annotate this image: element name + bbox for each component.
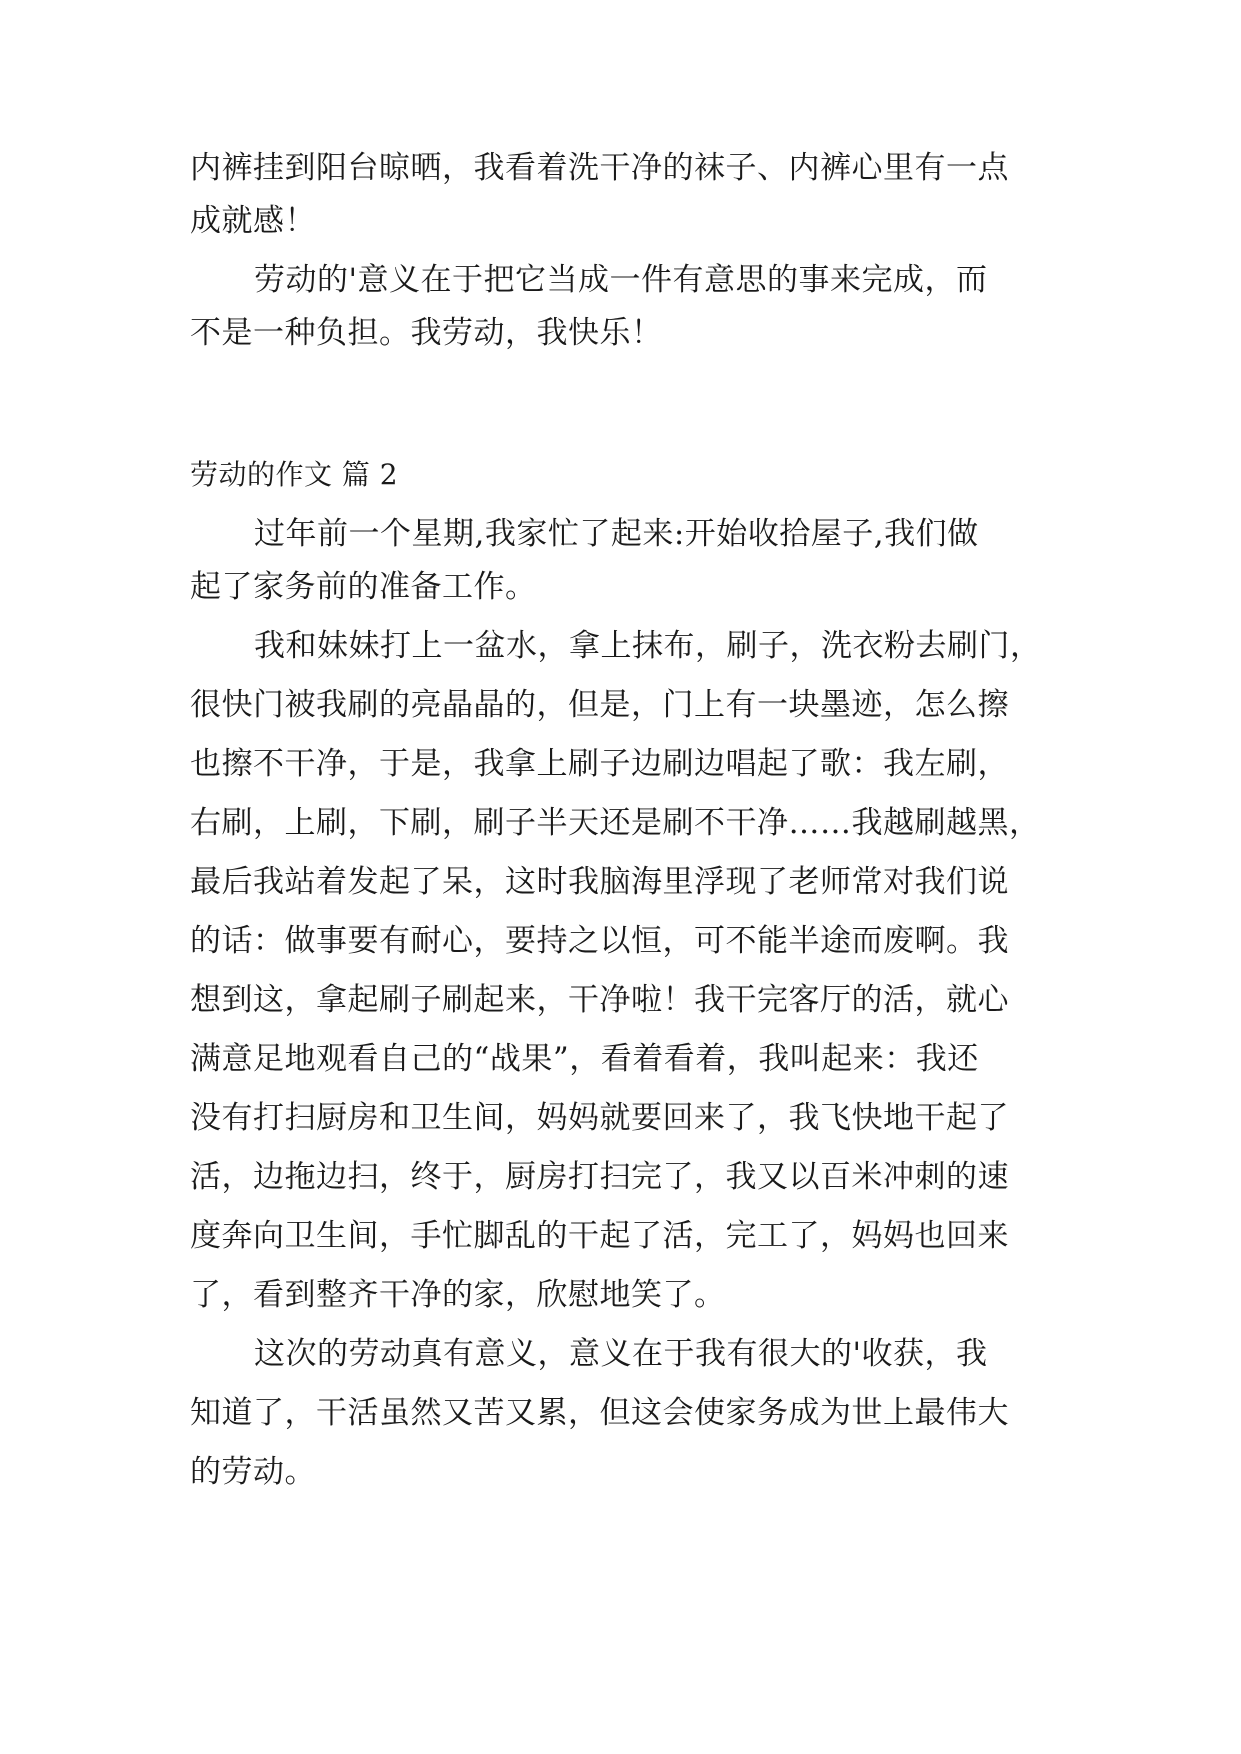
text-line: 也擦不干净，于是，我拿上刷子边刷边唱起了歌：我左刷， [190, 746, 1009, 782]
text-line: 没有打扫厨房和卫生间，妈妈就要回来了，我飞快地干起了 [190, 1100, 1009, 1136]
text-line: 了，看到整齐干净的家，欣慰地笑了。 [190, 1277, 726, 1313]
text-line: 最后我站着发起了呆，这时我脑海里浮现了老师常对我们说 [190, 864, 1009, 900]
text-line: 成就感！ [190, 203, 316, 239]
text-line: 很快门被我刷的亮晶晶的，但是，门上有一块墨迹，怎么擦 [190, 687, 1009, 723]
text-line: 的劳动。 [190, 1454, 316, 1490]
section-heading: 劳动的作文 篇 2 [190, 458, 399, 491]
text-line: 活，边拖边扫，终于，厨房打扫完了，我又以百米冲刺的速 [190, 1159, 1009, 1195]
paragraph-first-line: 这次的劳动真有意义，意义在于我有很大的'收获，我 [254, 1336, 988, 1372]
text-line: 起了家务前的准备工作。 [190, 569, 537, 605]
text-line: 满意足地观看自己的“战果”，看着看着，我叫起来：我还 [190, 1041, 979, 1077]
text-line: 不是一种负担。我劳动，我快乐！ [190, 315, 663, 351]
text-line: 内裤挂到阳台晾晒，我看着洗干净的袜子、内裤心里有一点 [190, 150, 1009, 186]
paragraph-first-line: 过年前一个星期,我家忙了起来:开始收拾屋子,我们做 [254, 516, 979, 552]
paragraph-first-line: 劳动的'意义在于把它当成一件有意思的事来完成，而 [254, 262, 988, 298]
text-line: 度奔向卫生间，手忙脚乱的干起了活，完工了，妈妈也回来 [190, 1218, 1009, 1254]
paragraph-first-line: 我和妹妹打上一盆水，拿上抹布，刷子，洗衣粉去刷门， [254, 628, 1042, 664]
text-line: 的话：做事要有耐心，要持之以恒，可不能半途而废啊。我 [190, 923, 1009, 959]
text-line: 右刷，上刷，下刷，刷子半天还是刷不干净……我越刷越黑， [190, 805, 1041, 841]
text-line: 想到这，拿起刷子刷起来，干净啦！我干完客厅的活，就心 [190, 982, 1009, 1018]
text-line: 知道了，干活虽然又苦又累，但这会使家务成为世上最伟大 [190, 1395, 1009, 1431]
